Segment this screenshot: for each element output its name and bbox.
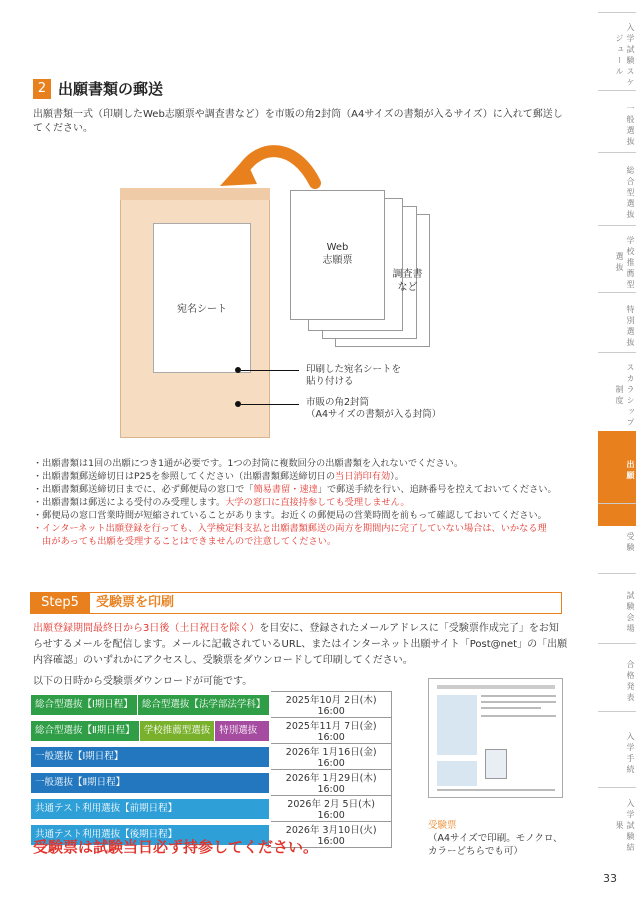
callout-sheet-text: 印刷した宛名シートを 貼り付ける <box>306 364 402 387</box>
schedule-label: 総合型選抜【法学部法学科】 <box>138 695 271 715</box>
schedule-label: 共通テスト利用選抜【前期日程】 <box>31 799 270 819</box>
schedule-label: 特別選抜 <box>215 721 270 741</box>
side-index-item[interactable]: 一般選抜 <box>598 90 636 152</box>
note-text: ）。 <box>390 471 404 482</box>
note-item <box>33 496 568 509</box>
schedule-date: 2026年 2月 5日(木) 16:00 <box>271 796 392 822</box>
schedule-row <box>31 744 392 770</box>
survey-docs-label: 調査書 など <box>392 269 423 293</box>
note-item <box>33 509 568 522</box>
side-index-item[interactable]: 合格発表 <box>598 643 636 711</box>
schedule-label-cell <box>31 796 271 822</box>
note-highlight: 簡易書留・速達 <box>253 484 318 495</box>
schedule-label: 一般選抜【Ⅱ期日程】 <box>31 773 270 793</box>
note-highlight: 由があっても出願を受理することはできませんので注意してください。 <box>33 536 337 547</box>
ticket-caption <box>428 819 563 858</box>
section-description: 出願書類一式（印刷したWeb志願票や調査書など）を市販の角2封筒（A4サイズの書類が入るサイズ）に入れて郵送してください。 <box>33 109 563 134</box>
schedule-row <box>31 796 392 822</box>
ticket-caption-body: （A4サイズで印刷。モノクロ、 カラーどちらでも可） <box>428 833 563 857</box>
schedule-date: 2025年11月 7日(金) 16:00 <box>271 718 392 744</box>
ticket-caption-title: 受験票 <box>428 820 457 831</box>
ticket-line <box>481 715 556 717</box>
bring-ticket-notice: 受験票は試験当日必ず持参してください。 <box>33 838 319 856</box>
note-text: ・出願書類郵送締切日はP25を参照してください（出願書類郵送締切日の <box>33 471 336 482</box>
side-index-item[interactable]: 入学試験結果 <box>598 787 636 857</box>
note-item <box>33 522 568 535</box>
step5-label: Step5 <box>30 592 90 614</box>
schedule-label: 一般選抜【Ⅰ期日程】 <box>31 747 270 767</box>
schedule-label: 総合型選抜【Ⅰ期日程】 <box>31 695 138 715</box>
section-title: 出願書類の郵送 <box>58 80 164 98</box>
note-text: ・出願書類は1回の出願につき1通が必要です。1つの封筒に複数回分の出願書類を入れないでください。 <box>33 458 464 469</box>
ticket-block <box>437 695 477 755</box>
note-text: ・郵便局の窓口営業時間が短縮されていることがあります。お近くの郵便局の営業時間を前もって確認しておいてください。 <box>33 510 547 521</box>
schedule-label: 共通テスト利用選抜【後期日程】 <box>31 825 270 845</box>
schedule-row <box>31 718 392 744</box>
ticket-block <box>437 761 477 786</box>
ticket-line <box>481 707 541 709</box>
schedule-label-cell <box>31 718 271 744</box>
schedule-label-cell <box>31 692 271 718</box>
step5-title: 受験票を印刷 <box>96 595 175 610</box>
note-item <box>33 535 568 548</box>
side-index-item[interactable]: 総合型選抜 <box>598 152 636 225</box>
side-index-item[interactable]: 受験 <box>598 503 636 573</box>
note-item <box>33 483 568 496</box>
schedule-date: 2026年 1月29日(木) 16:00 <box>271 770 392 796</box>
ticket-header-bar <box>437 685 555 689</box>
note-text: ・出願書類郵送締切日までに、必ず郵便局の窓口で「 <box>33 484 254 495</box>
web-form-label: Web 志願票 <box>322 242 353 266</box>
schedule-label: 学校推薦型選抜 <box>140 721 216 741</box>
schedule-label-cell <box>31 770 271 796</box>
side-index-item[interactable]: 学校推薦型選抜 <box>598 225 636 292</box>
note-item <box>33 470 568 483</box>
side-index-item[interactable]: 出願 <box>626 460 635 482</box>
address-sheet <box>153 223 251 373</box>
side-index-item[interactable]: 入学手続 <box>598 711 636 787</box>
note-item <box>33 457 568 470</box>
side-index-item[interactable]: スカラシップ制度 <box>598 352 636 431</box>
callout-envelope-text: 市販の角2封筒 （A4サイズの書類が入る封筒） <box>306 397 442 420</box>
download-intro: 以下の日時から受験票ダウンロードが可能です。 <box>33 676 253 687</box>
envelope-flap <box>120 188 270 200</box>
step5-description <box>33 621 568 669</box>
side-index-item[interactable]: 試験会場 <box>598 573 636 643</box>
ticket-line <box>437 789 555 791</box>
note-highlight: 当日消印有効 <box>335 471 391 482</box>
notes-list <box>33 457 568 548</box>
exam-ticket-image <box>428 678 563 798</box>
note-highlight: 大学の窓口に直接持参しても受理しません。 <box>225 497 410 508</box>
step5-desc-highlight: 出願登録期間最終日から3日後（土日祝日を除く） <box>33 623 260 634</box>
schedule-date: 2026年 3月10日(火) 16:00 <box>271 822 392 848</box>
schedule-date: 2026年 1月16日(金) 16:00 <box>271 744 392 770</box>
note-text: ・出願書類は郵送による受付のみ受理します。 <box>33 497 226 508</box>
schedule-label: 総合型選抜【Ⅱ期日程】 <box>31 721 140 741</box>
step5-desc-text: を目安に、登録されたメールアドレスに「受験票作成完了」をお知らせするメールを配信します。メールに記載されているURL、またはインターネット出願サイト「Post@net」の「出願内容確認」のいずれかにアクセスし、受験票をダウンロードして印刷してください。 <box>33 623 568 666</box>
note-text: 」で郵送手続を行い、追跡番号を控えておいてください。 <box>317 484 557 495</box>
schedule-label-cell <box>31 744 271 770</box>
ticket-line <box>481 701 556 703</box>
page-number: 33 <box>603 872 617 885</box>
side-index-item[interactable]: 入学試験スケジュール <box>598 12 636 90</box>
ticket-photo <box>485 749 507 779</box>
download-schedule-table <box>30 691 392 848</box>
callout-line <box>241 370 299 371</box>
schedule-row <box>31 692 392 718</box>
ticket-line <box>481 695 556 697</box>
section-number: 2 <box>33 79 51 99</box>
note-highlight: ・インターネット出願登録を行っても、入学検定料支払と出願書類郵送の両方を期間内に完了していない場合は、いかなる理 <box>33 523 547 534</box>
side-index-item[interactable]: 特別選抜 <box>598 292 636 352</box>
schedule-row <box>31 770 392 796</box>
schedule-date: 2025年10月 2日(木) 16:00 <box>271 692 392 718</box>
callout-line <box>241 404 299 405</box>
address-sheet-label: 宛名シート <box>177 304 227 315</box>
